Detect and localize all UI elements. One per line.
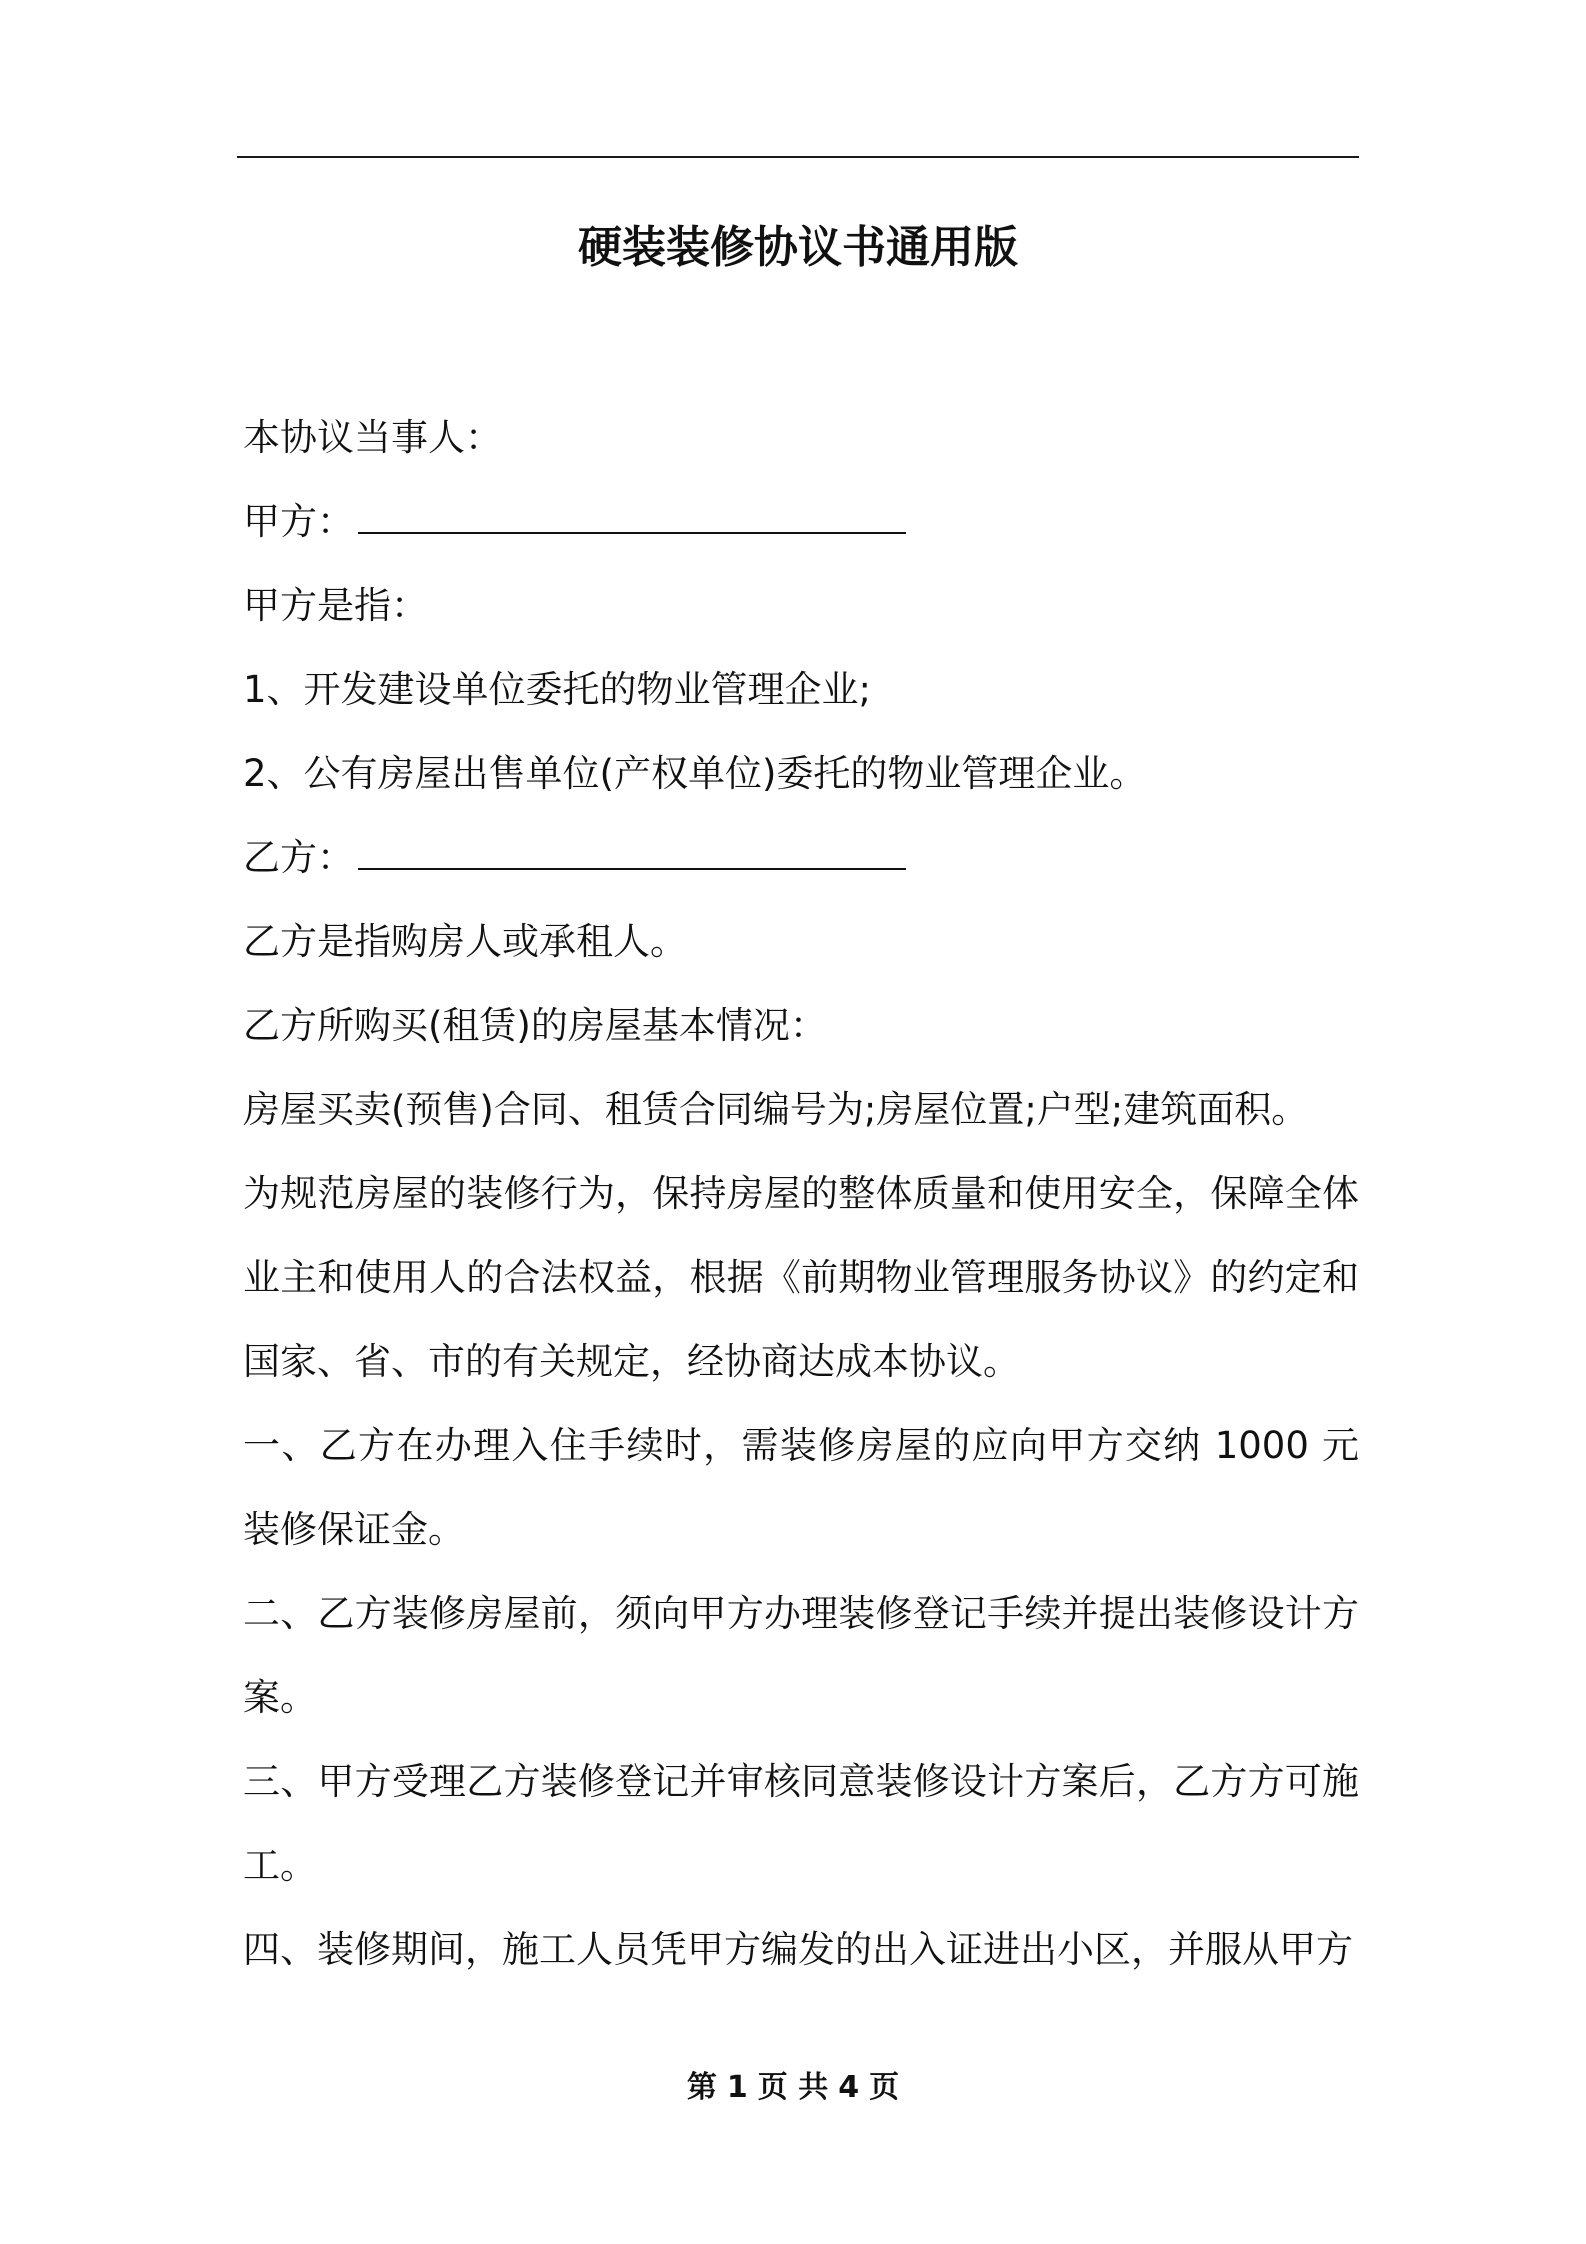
party-b-blank <box>358 832 906 870</box>
page-footer <box>0 2068 1586 2108</box>
footer-total-pages: 4 <box>838 2070 860 2105</box>
party-a-item-2: 2、公有房屋出售单位(产权单位)委托的物业管理企业。 <box>243 752 1147 795</box>
party-a-item-1: 1、开发建设单位委托的物业管理企业; <box>243 668 872 711</box>
house-info: 房屋买卖(预售)合同、租赁合同编号为;房屋位置;户型;建筑面积。 <box>243 1088 1309 1131</box>
party-a-definition: 甲方是指： <box>243 584 428 627</box>
party-a-label: 甲方： <box>243 500 354 543</box>
clause-2: 二、乙方装修房屋前，须向甲方办理装修登记手续并提出装修设计方案。 <box>243 1592 1359 1719</box>
header-rule <box>237 156 1359 158</box>
clause-3: 三、甲方受理乙方装修登记并审核同意装修设计方案后，乙方方可施工。 <box>243 1760 1359 1887</box>
party-a-line <box>243 480 1359 564</box>
footer-suffix: 页 <box>869 2070 900 2105</box>
footer-prefix: 第 <box>686 2070 717 2105</box>
party-b-definition: 乙方是指购房人或承租人。 <box>243 920 687 963</box>
document-title: 硬装装修协议书通用版 <box>578 222 1018 273</box>
house-info-heading: 乙方所购买(租赁)的房屋基本情况： <box>243 1004 827 1047</box>
party-a-blank <box>358 496 906 534</box>
parties-heading: 本协议当事人： <box>243 416 502 459</box>
footer-current-page: 1 <box>726 2070 748 2105</box>
clause-4: 四、装修期间，施工人员凭甲方编发的出入证进出小区，并服从甲方 <box>243 1928 1353 1971</box>
party-b-line <box>243 816 1359 900</box>
footer-middle: 页 共 <box>757 2070 829 2105</box>
document-body <box>243 396 1359 1992</box>
clause-1: 一、乙方在办理入住手续时，需装修房屋的应向甲方交纳 1000 元装修保证金。 <box>243 1424 1359 1551</box>
party-b-label: 乙方： <box>243 836 354 879</box>
purpose-paragraph: 为规范房屋的装修行为，保持房屋的整体质量和使用安全，保障全体业主和使用人的合法权益，根据《前期物业管理服务协议》的约定和国家、省、市的有关规定，经协商达成本协议。 <box>243 1172 1359 1383</box>
